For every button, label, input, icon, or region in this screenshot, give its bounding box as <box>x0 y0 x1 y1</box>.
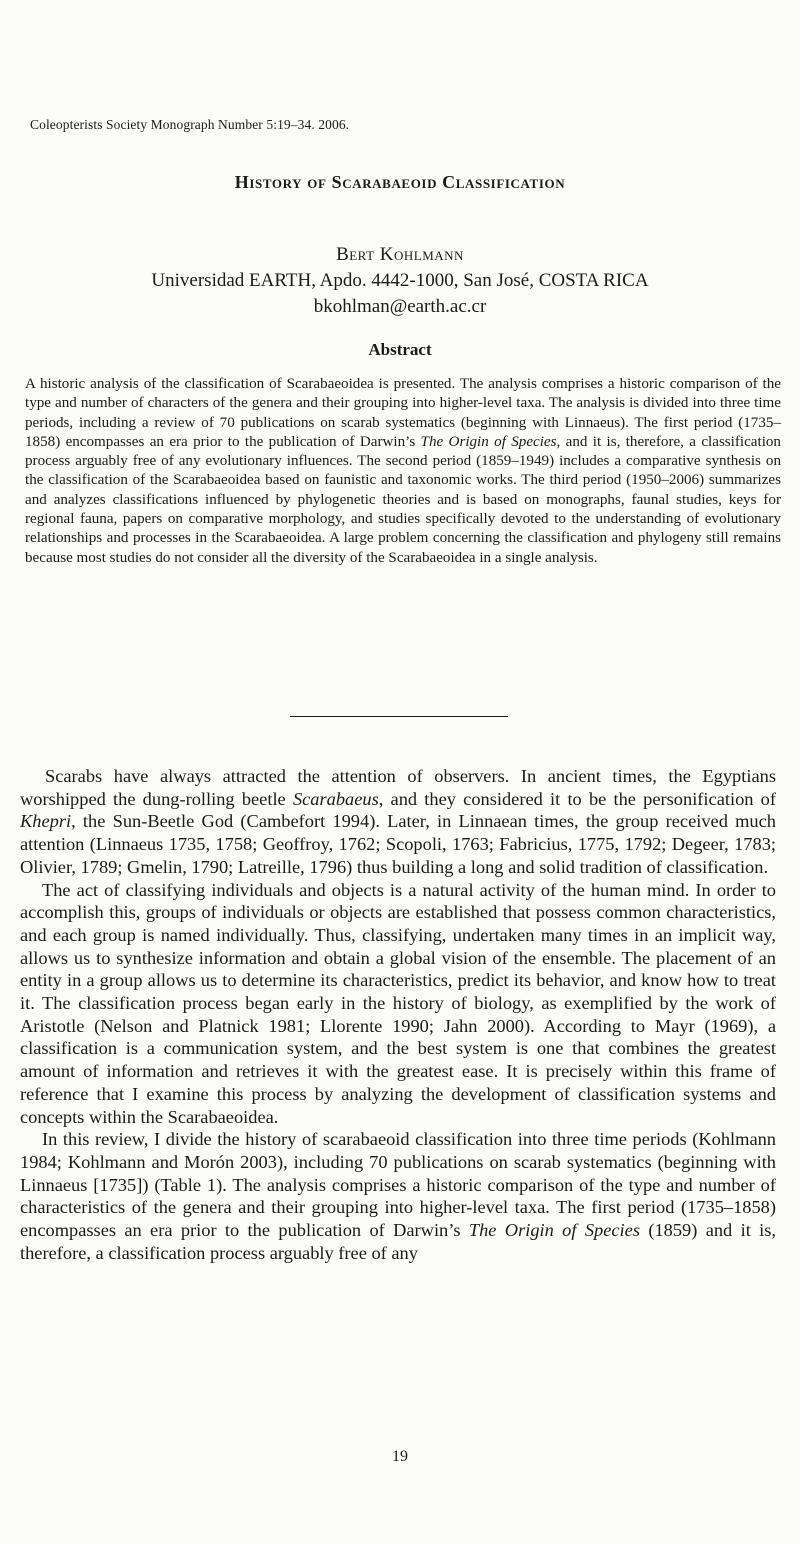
body-paragraph-2: The act of classifying individuals and objects is a natural activity of the human mind. In order to accomplish this, groups of individuals or objects are established that possess common characteristics, and each group is named individually. Thus, classifying, undertaken many times in an implicit way, allows us to synthesize information and obtain a global vision of the ensemble. The placement of an entity in a group allows us to determine its characteristics, predict its behavior, and know how to treat it. The classification process began early in the history of biology, as exemplified by the work of Aristotle (Nelson and Platnick 1981; Llorente 1990; Jahn 2000). According to Mayr (1969), a classification is a communication system, and the best system is one that combines the greatest amount of information and retrieves it with the greatest ease. It is precisely within this frame of reference that I examine this process by analyzing the development of classification systems and concepts within the Scarabaeoidea. <box>20 879 776 1127</box>
p1-text-c: , the Sun-Beetle God (Cambefort 1994). Later, in Linnaean times, the group received much attention (Linnaeus 1735, 1758; Geoffroy, 1762; Scopoli, 1763; Fabricius, 1775, 1792; Degeer, 1783; Olivier, 1789; Gmelin, 1790; Latreille, 1796) thus building a long and solid tradition of classification. <box>20 811 776 877</box>
section-divider <box>290 716 508 717</box>
abstract-paragraph <box>25 375 781 568</box>
body-paragraph-3 <box>20 1128 776 1264</box>
abstract-italic-title: The Origin of Species <box>420 433 557 450</box>
p3-italic-origin: The Origin of Species <box>468 1220 640 1241</box>
page-number: 19 <box>392 1448 408 1465</box>
abstract-text-1: A historic analysis of the classification of Scarabaeoidea is presented. The analysis comprises a historic comparison of the type and number of characters of the genera and their grouping into higher-level taxa. The analysis is divided into three time periods, including a review of 70 publications on scarab systematics (beginning with Linnaeus). The first period (1735–1858) encompasses an era prior to the publication of Darwin’s <box>25 376 781 450</box>
p1-italic-scarabaeus: Scarabaeus <box>292 788 379 809</box>
body-paragraph-1 <box>20 765 776 879</box>
author-affiliation: Universidad EARTH, Apdo. 4442-1000, San José, COSTA RICA <box>151 270 649 291</box>
abstract-body <box>25 375 781 568</box>
author-email: bkohlman@earth.ac.cr <box>313 296 487 317</box>
body-text <box>20 765 776 1264</box>
abstract-heading: Abstract <box>368 340 432 359</box>
paper-title: History of Scarabaeoid Classification <box>234 172 566 192</box>
abstract-text-2: , and it is, therefore, a classification process arguably free of any evolutionary influences. The second period (1859–1949) includes a comparative synthesis on the classification of the Scarabaeoidea based on faunistic and taxonomic works. The third period (1950–2006) summarizes and analyzes classifications influenced by phylogenetic theories and is based on monographs, faunal studies, keys for regional fauna, papers on comparative morphology, and studies specifically devoted to the understanding of evolutionary relationships and processes in the Scarabaeoidea. A large problem concerning the classification and phylogeny still remains because most studies do not consider all the diversity of the Scarabaeoidea in a single analysis. <box>25 433 781 566</box>
p1-italic-khepri: Khepri <box>20 811 72 832</box>
p3-text-a: In this review, I divide the history of scarabaeoid classification into three time periods (Kohlmann 1984; Kohlmann and Morón 2003), including 70 publications on scarab systematics (beginning with Linnaeus [1735]) (Table 1). The analysis comprises a historic comparison of the type and number of characteristics of the genera and their grouping into higher-level taxa. The first period (1735–1858) encompasses an era prior to the publication of Darwin’s <box>20 1129 776 1241</box>
p3-text-b: (1859) and it is, therefore, a classification process arguably free of any <box>20 1220 777 1263</box>
author-block <box>0 242 800 320</box>
author-name: Bert Kohlmann <box>336 244 464 265</box>
journal-citation: Coleopterists Society Monograph Number 5:19–34. 2006. <box>30 117 350 132</box>
p1-text-a: Scarabs have always attracted the attention of observers. In ancient times, the Egyptians worshipped the dung-rolling beetle <box>20 766 776 809</box>
p1-text-b: , and they considered it to be the personification of <box>378 788 776 809</box>
